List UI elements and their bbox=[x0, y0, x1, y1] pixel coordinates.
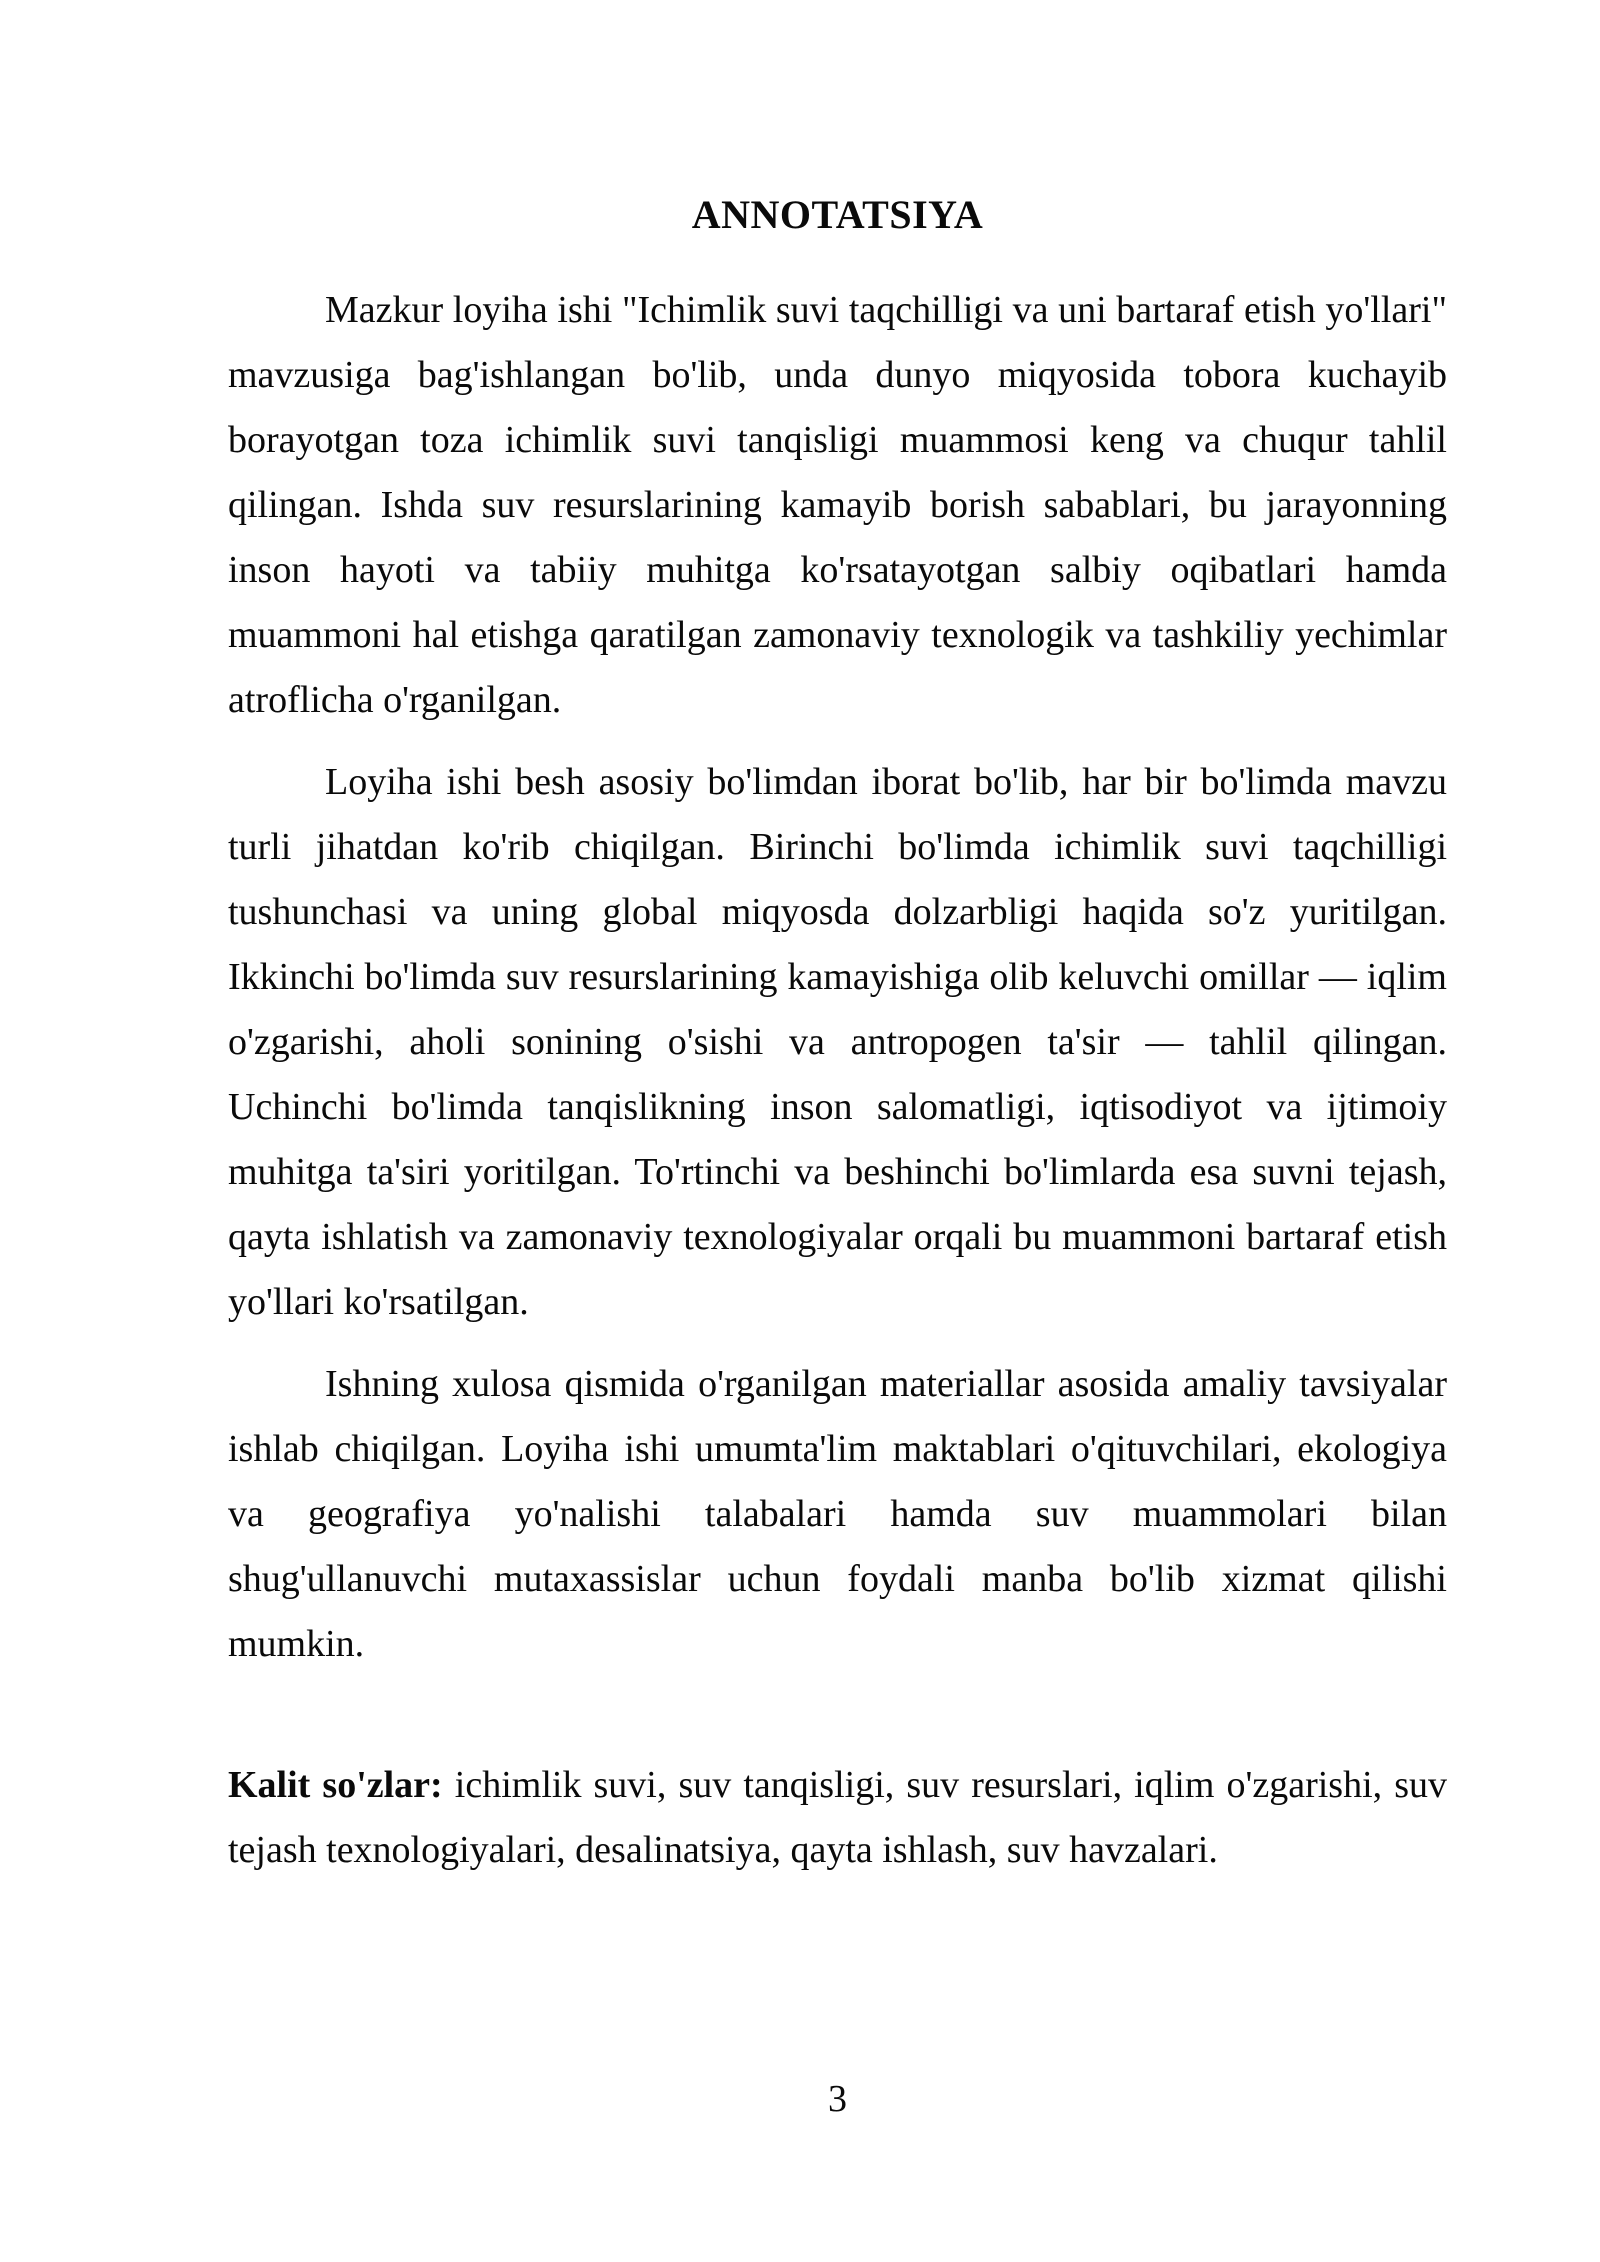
keywords-label: Kalit so'zlar: bbox=[228, 1764, 443, 1806]
paragraph-2: Loyiha ishi besh asosiy bo'limdan iborat bo'lib, har bir bo'limda mavzu turli jihatdan ko'rib chiqilgan. Birinchi bo'limda ichimlik suvi taqchilligi tushunchasi va uning global miqyosda dolzarbligi haqida so'z yuritilgan. Ikkinchi bo'limda suv resurslarining kamayishiga olib keluvchi omillar — iqlim o'zgarishi, aholi sonining o'sishi va antropogen ta'sir — tahlil qilingan. Uchinchi bo'limda tanqislikning inson salomatligi, iqtisodiyot va ijtimoiy muhitga ta'siri yoritilgan. To'rtinchi va beshinchi bo'limlarda esa suvni tejash, qayta ishlatish va zamonaviy texnologiyalar orqali bu muammoni bartaraf etish yo'llari ko'rsatilgan. bbox=[228, 761, 1447, 1323]
paragraph-1: Mazkur loyiha ishi "Ichimlik suvi taqchilligi va uni bartaraf etish yo'llari" mavzusiga bag'ishlangan bo'lib, unda dunyo miqyosida tobora kuchayib borayotgan toza ichimlik suvi tanqisligi muammosi keng va chuqur tahlil qilingan. Ishda suv resurslarining kamayib borish sabablari, bu jarayonning inson hayoti va tabiiy muhitga ko'rsatayotgan salbiy oqibatlari hamda muammoni hal etishga qaratilgan zamonaviy texnologik va tashkiliy yechimlar atroflicha o'rganilgan. bbox=[228, 289, 1447, 721]
keywords-paragraph bbox=[228, 1753, 1447, 1883]
page-title: ANNOTATSIYA bbox=[691, 192, 984, 237]
keywords-text: ichimlik suvi, suv tanqisligi, suv resurslari, iqlim o'zgarishi, suv tejash texnologiyalari, desalinatsiya, qayta ishlash, suv havzalari. bbox=[228, 1764, 1447, 1871]
document-content bbox=[228, 0, 1447, 1883]
page-number: 3 bbox=[828, 2078, 847, 2120]
paragraph-3: Ishning xulosa qismida o'rganilgan materiallar asosida amaliy tavsiyalar ishlab chiqilgan. Loyiha ishi umumta'lim maktablari o'qituvchilari, ekologiya va geografiya yo'nalishi talabalari hamda suv muammolari bilan shug'ullanuvchi mutaxassislar uchun foydali manba bo'lib xizmat qilishi mumkin. bbox=[228, 1363, 1447, 1665]
